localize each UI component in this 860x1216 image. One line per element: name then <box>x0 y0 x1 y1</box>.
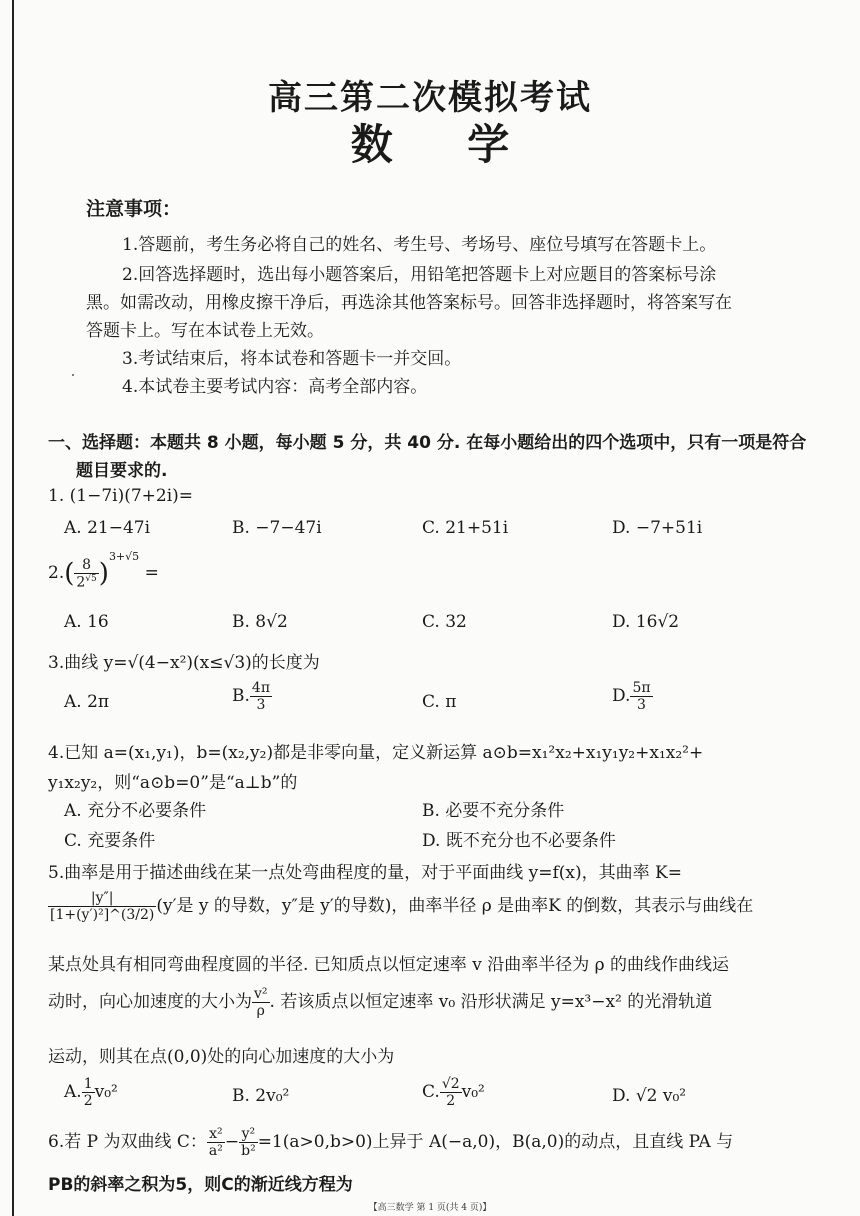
q5-stem-line2: $\frac{|y''|}{\text{[1+(y′)²]\textasciicircum{}(3/2)}}$ (y′是 y 的导数，y″是 y′的导数)，曲率半径 ρ 是曲率K 的倒数，其表示与曲线在 <box>50 890 754 924</box>
q1-option-a: A. 21−47i <box>64 518 151 538</box>
q2-fraction: $\frac{8}{2^{√5}}$ <box>76 556 97 591</box>
q4-option-a: A. 充分不必要条件 <box>64 801 207 821</box>
q3-option-c: C. π <box>422 692 457 712</box>
q4-option-b: B. 必要不充分条件 <box>422 801 565 821</box>
notes-heading: 注意事项： <box>86 198 182 220</box>
q3-option-d: D. $\frac{5\pi}{3}$ <box>612 680 651 714</box>
q2-option-d: D. 16√2 <box>612 612 680 632</box>
note-item-2-line2: 黑。如需改动，用橡皮擦干净后，再选涂其他答案标号。回答非选择题时，将答案写在 <box>86 293 732 313</box>
q4-stem-line1: 4.已知 a=(x₁,y₁)，b=(x₂,y₂)都是非零向量，定义新运算 a⊙b=x₁²x₂+x₁y₁y₂+x₁x₂²+ <box>48 743 704 763</box>
q2-exponent: 3+√5 <box>108 550 140 563</box>
q5-stem-line1: 5.曲率是用于描述曲线在某一点处弯曲程度的量，对于平面曲线 y=f(x)，其曲率 K= <box>48 863 682 883</box>
q6-stem-line2: PB的斜率之积为5，则C的渐近线方程为 <box>48 1175 353 1195</box>
q2-option-c: C. 32 <box>422 612 467 632</box>
q1-option-d: D. −7+51i <box>612 518 703 538</box>
q2-option-b: B. 8√2 <box>232 612 288 632</box>
q2-number: 2. <box>48 563 65 583</box>
q3-option-a: A. 2π <box>64 692 110 712</box>
q5-option-d: D. √2 v₀² <box>612 1086 687 1106</box>
q4-option-c: C. 充要条件 <box>64 831 156 851</box>
q5-stem-line5: 运动，则其在点(0,0)处的向心加速度的大小为 <box>48 1047 395 1067</box>
q2-stem: 2.( $\frac{8}{2^{√5}}$ )$^{3+√5}$ = <box>48 550 159 591</box>
q5-curvature-fraction: $\frac{|y''|}{\text{[1+(y′)²]\textasciicircum{}(3/2)}}$ <box>50 890 155 924</box>
q3-option-b: B. $\frac{4\pi}{3}$ <box>232 680 271 714</box>
q5-option-c: C. $\frac{√2}{2}$ v₀² <box>422 1076 485 1110</box>
q4-option-d: D. 既不充分也不必要条件 <box>422 831 616 851</box>
note-item-2-line3: 答题卡上。写在本试卷上无效。 <box>86 321 324 341</box>
q5-option-b: B. 2v₀² <box>232 1086 290 1106</box>
q6-stem-line1: 6.若 P 为双曲线 C： $\frac{\text{x²}}{\text{a²}}$ − $\frac{\text{y²}}{\text{b²}}$ =1(a>0,b>0)上异于 A(−a,0)，B(a,0)的动点，且直线 PA 与 <box>48 1126 734 1160</box>
section1-heading: 一、选择题：本题共 8 小题，每小题 5 分，共 40 分. 在每小题给出的四个选项中，只有一项是符合 <box>48 433 807 453</box>
page-footer: 【高三数学 第 1 页(共 4 页)】 <box>368 1203 492 1213</box>
exam-title: 高三第二次模拟考试 <box>268 78 592 118</box>
q1-option-c: C. 21+51i <box>422 518 509 538</box>
note-item-3: 3.考试结束后，将本试卷和答题卡一并交回。 <box>122 349 462 369</box>
q1-stem: 1. (1−7i)(7+2i)= <box>48 486 194 506</box>
q4-stem-line2: y₁x₂y₂，则“a⊙b=0”是“a⊥b”的 <box>48 773 298 793</box>
note-item-2-line1: 2.回答选择题时，选出每小题答案后，用铅笔把答题卡上对应题目的答案标号涂 <box>122 265 717 285</box>
q5-stem-line3: 某点处具有相同弯曲程度圆的半径. 已知质点以恒定速率 v 沿曲率半径为 ρ 的曲线作曲线运 <box>48 955 730 975</box>
section1-heading-cont: 题目要求的. <box>76 461 168 481</box>
q5-stem-line4: 动时，向心加速度的大小为 $\frac{\text{v²}}{\rho}$ . 若该质点以恒定速率 v₀ 沿形状满足 y=x³−x² 的光滑轨道 <box>48 986 713 1020</box>
q2-option-a: A. 16 <box>64 612 109 632</box>
q5-option-a: A. $\frac{1}{2}$ v₀² <box>64 1076 118 1110</box>
note-item-1: 1.答题前，考生务必将自己的姓名、考生号、考场号、座位号填写在答题卡上。 <box>122 235 717 255</box>
subject-title: 数 学 <box>350 120 510 169</box>
q3-stem: 3.曲线 y=√(4−x²)(x≤√3)的长度为 <box>48 653 320 673</box>
q1-option-b: B. −7−47i <box>232 518 322 538</box>
note-item-4: 4.本试卷主要考试内容：高考全部内容。 <box>122 377 428 397</box>
margin-line <box>12 0 14 1216</box>
